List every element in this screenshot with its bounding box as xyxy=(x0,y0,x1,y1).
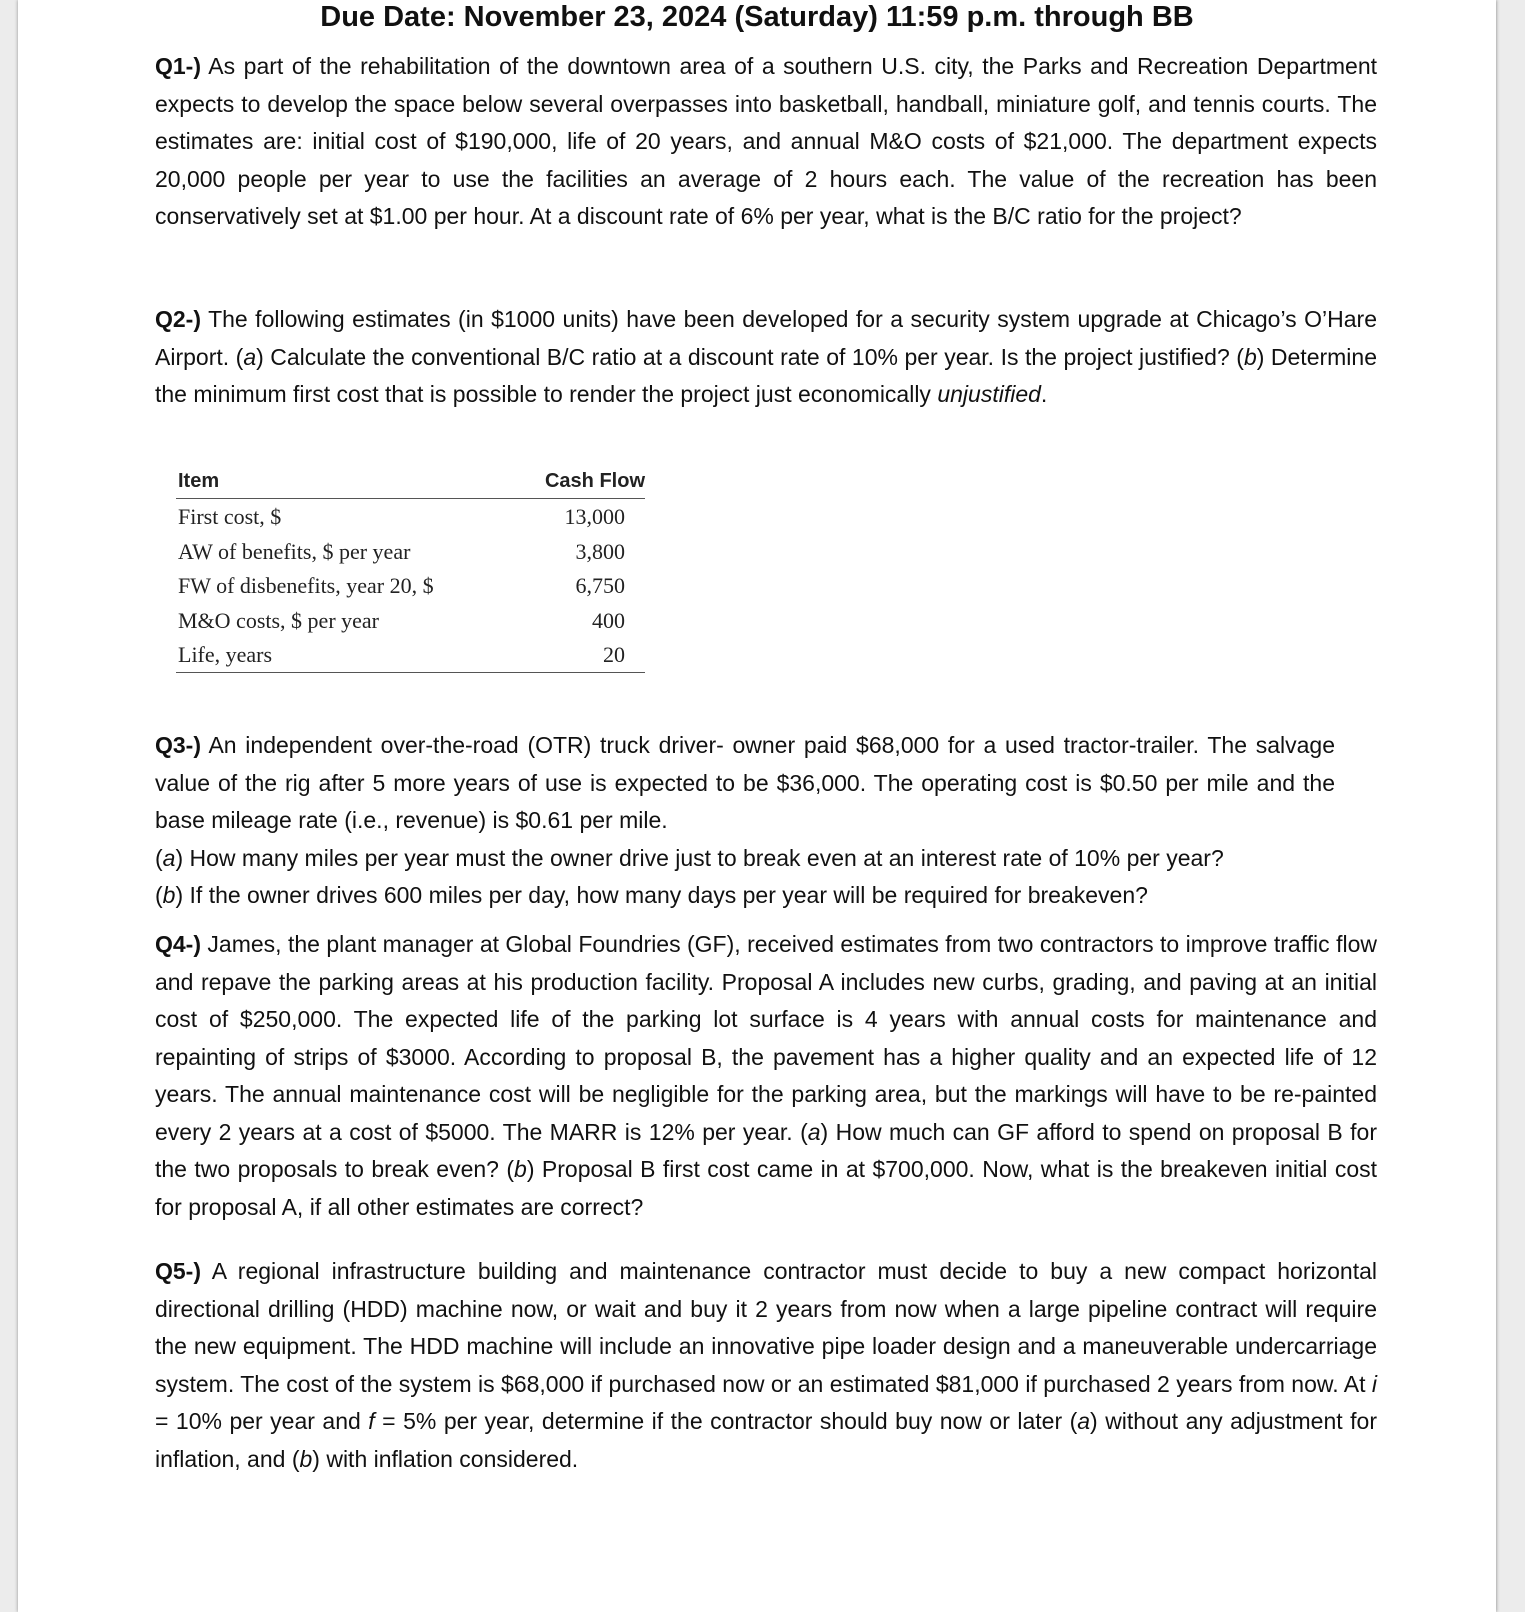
question-3-label: Q3-) xyxy=(155,732,201,758)
table-header xyxy=(176,466,645,499)
row-value: 20 xyxy=(603,642,625,667)
question-3-part-a xyxy=(155,840,1335,878)
question-5-text-5: ) with inflation considered. xyxy=(312,1445,579,1472)
header-item: Item xyxy=(178,470,220,492)
question-4-text-2: ) How much can GF afford to spend on proposal B for the two proposals to break even? ( xyxy=(155,1118,1377,1182)
question-1-label: Q1-) xyxy=(155,53,201,79)
part-b-letter: b xyxy=(162,882,176,908)
row-label: First cost, $ xyxy=(178,504,282,529)
question-5 xyxy=(155,1253,1377,1478)
table-row xyxy=(176,499,645,534)
table-row xyxy=(176,603,645,638)
question-1-text: As part of the rehabilitation of the downtown area of a southern U.S. city, the Parks and Recreation Department expects to develop the space below several overpasses into basketball, handball, miniature golf, and tennis courts. The estimates are: initial cost of $190,000, life of 20 years, and annual M&O costs of $21,000. The department expects 20,000 people per year to use the facilities an average of 2 hours each. The value of the recreation has been conservatively set at $1.00 per hour. At a discount rate of 6% per year, what is the B/C ratio for the project? xyxy=(155,53,1377,229)
question-4-part-a: a xyxy=(807,1118,821,1145)
row-label: Life, years xyxy=(178,642,273,667)
question-3-part-b xyxy=(155,877,1335,915)
question-5-part-b: b xyxy=(299,1445,313,1472)
question-5-label: Q5-) xyxy=(155,1258,201,1284)
part-a-letter: a xyxy=(162,844,176,871)
row-label: AW of benefits, $ per year xyxy=(178,538,411,564)
question-2-text-1: The following estimates (in $1000 units) have been developed for a security system upgrade at Chicago’s O’Hare Airport. ( xyxy=(155,306,1377,370)
question-4-label: Q4-) xyxy=(155,931,201,957)
table-row xyxy=(176,637,645,673)
row-value: 13,000 xyxy=(564,504,625,529)
question-5-text-4: ) without any adjustment for inflation, and ( xyxy=(155,1408,1377,1472)
question-2-text-2: ) Calculate the conventional B/C ratio at a discount rate of 10% per year. Is the project justified? ( xyxy=(256,343,1244,370)
row-value: 6,750 xyxy=(575,573,625,598)
row-label: FW of disbenefits, year 20, $ xyxy=(178,573,434,598)
question-4 xyxy=(155,926,1377,1226)
paren: ( xyxy=(155,882,163,908)
question-2-text-4: . xyxy=(1040,381,1048,407)
question-5-part-a: a xyxy=(1077,1408,1091,1434)
document-page xyxy=(18,0,1496,1612)
table-row xyxy=(176,534,645,569)
question-4-part-b: b xyxy=(514,1156,527,1182)
question-5-text-1: A regional infrastructure building and maintenance contractor must decide to buy a new compact horizontal directional drilling (HDD) machine now, or wait and buy it 2 years from now when a large pipeline contract will require the new equipment. The HDD machine will include an innovative pipe loader design and a maneuverable undercarriage system. The cost of the system is $68,000 if purchased now or an estimated $81,000 if purchased 2 years from now. At xyxy=(155,1258,1377,1397)
interest-symbol: i xyxy=(1371,1370,1377,1397)
question-5-text-3: = 5% per year, determine if the contractor should buy now or later ( xyxy=(374,1408,1078,1434)
row-label: M&O costs, $ per year xyxy=(178,607,380,633)
header-cash-flow: Cash Flow xyxy=(544,470,645,492)
question-2-part-b: b xyxy=(1243,343,1257,370)
question-2 xyxy=(155,301,1377,414)
paren: ( xyxy=(155,844,163,871)
question-2-part-a: a xyxy=(243,343,257,370)
cash-flow-table xyxy=(176,466,645,673)
question-2-label: Q2-) xyxy=(155,306,201,332)
question-5-text-2: = 10% per year and xyxy=(155,1408,369,1434)
question-2-emphasis: unjustified xyxy=(937,381,1041,407)
row-value: 400 xyxy=(592,607,625,633)
question-4-text-1: James, the plant manager at Global Foundries (GF), received estimates from two contractors to improve traffic flow and repave the parking areas at his production facility. Proposal A includes new curbs, grading, and paving at an initial cost of $250,000. The expected life of the parking lot surface is 4 years with annual costs for maintenance and repainting of strips of $3000. According to proposal B, the pavement has a higher quality and an expected life of 12 years. The annual maintenance cost will be negligible for the parking area, but the markings will have to be re-painted every 2 years at a cost of $5000. The MARR is 12% per year. ( xyxy=(155,931,1377,1145)
table-row xyxy=(176,568,645,603)
question-1 xyxy=(155,48,1377,236)
row-value: 3,800 xyxy=(575,538,625,564)
question-3 xyxy=(155,727,1335,915)
inflation-symbol: f xyxy=(368,1408,375,1434)
question-2-text-3: ) Determine the minimum first cost that is possible to render the project just economically xyxy=(155,343,1377,407)
question-3-text: An independent over-the-road (OTR) truck driver- owner paid $68,000 for a used tractor-trailer. The salvage value of the rig after 5 more years of use is expected to be $36,000. The operating cost is $0.50 per mile and the base mileage rate (i.e., revenue) is $0.61 per mile. xyxy=(155,732,1335,833)
part-b-text: ) If the owner drives 600 miles per day, how many days per year will be required for breakeven? xyxy=(175,882,1148,908)
due-date-title: Due Date: November 23, 2024 (Saturday) 11:59 p.m. through BB xyxy=(320,1,1194,33)
question-4-text-3: ) Proposal B first cost came in at $700,000. Now, what is the breakeven initial cost for proposal A, if all other estimates are correct? xyxy=(155,1156,1378,1220)
part-a-text: ) How many miles per year must the owner drive just to break even at an interest rate of 10% per year? xyxy=(175,844,1224,871)
